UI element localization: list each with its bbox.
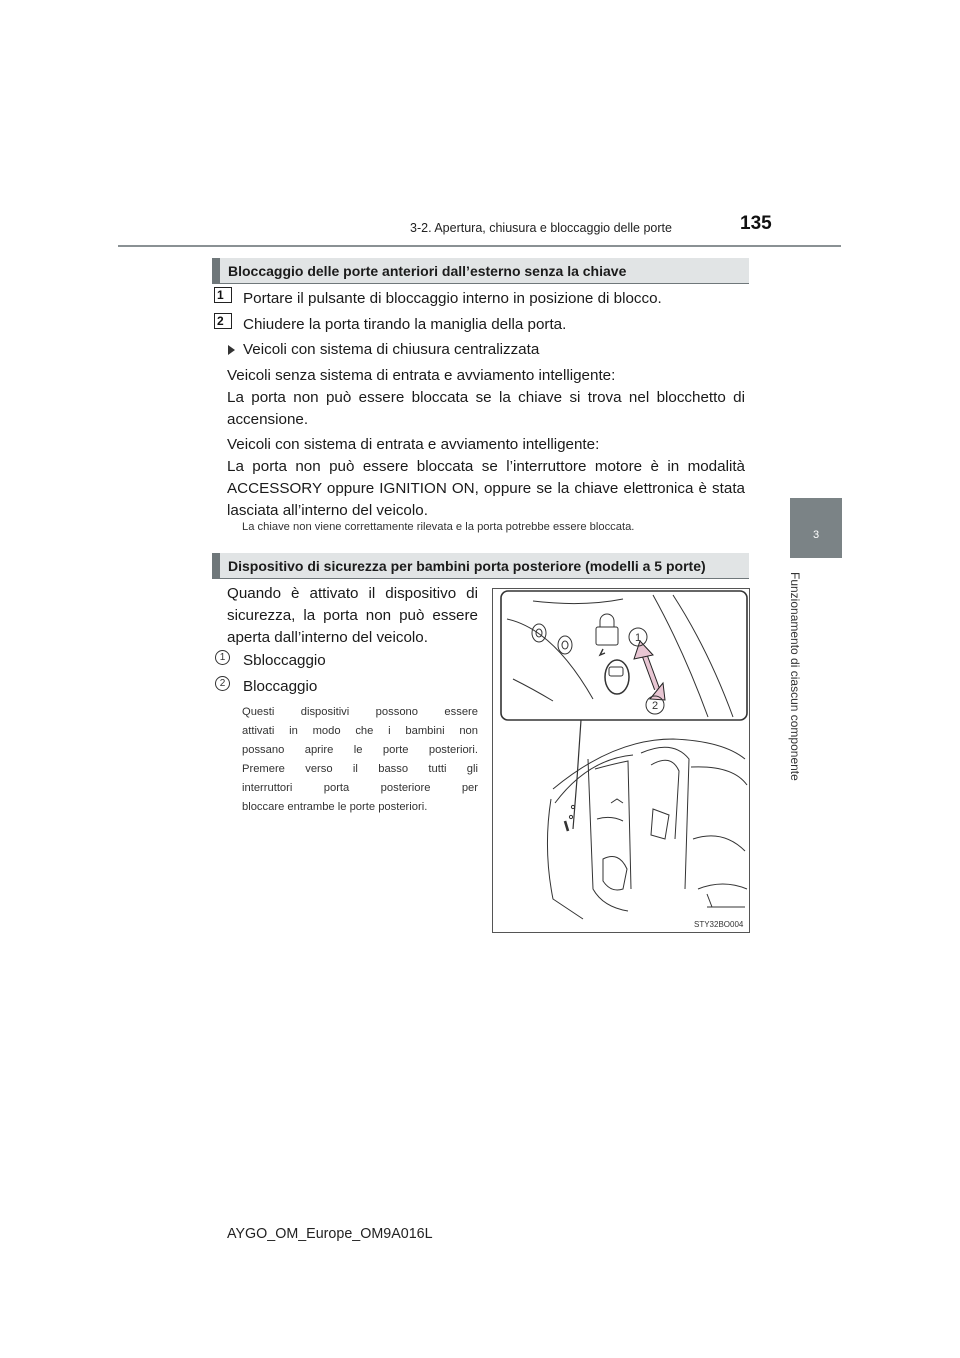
running-header-section: 3-2. Apertura, chiusura e bloccaggio delle porte (410, 221, 672, 235)
item-number-circle: 1 (215, 650, 230, 665)
step-text: Portare il pulsante di bloccaggio interno in posizione di blocco. (243, 290, 662, 307)
paragraph-line: La porta non può essere bloccata se l’interruttore motore è in modalità (227, 458, 745, 475)
paragraph-line: sicurezza, la porta non può essere (227, 607, 478, 624)
callout-1: 1 (634, 632, 642, 644)
bullet-triangle-icon (228, 345, 235, 355)
item-number-circle: 2 (215, 676, 230, 691)
section-rule (212, 283, 749, 284)
document-id: AYGO_OM_Europe_OM9A016L (227, 1226, 433, 1242)
item-text: Sbloccaggio (243, 652, 326, 669)
section-rule (212, 578, 749, 579)
note-line: attivati in modo che i bambini non (242, 725, 478, 737)
header-rule (118, 245, 841, 247)
paragraph-line: La porta non può essere bloccata se la chiave si trova nel blocchetto di (227, 389, 745, 406)
note-line: possano aprire le porte posteriori. (242, 744, 478, 756)
note-line: interruttori porta posteriore per (242, 782, 478, 794)
paragraph-line: aperta dall’interno del veicolo. (227, 629, 428, 646)
section-heading: Bloccaggio delle porte anteriori dall’esterno senza la chiave (212, 258, 749, 284)
chapter-title-vertical (782, 572, 808, 792)
chapter-tab (790, 498, 842, 558)
section-heading: Dispositivo di sicurezza per bambini porta posteriore (modelli a 5 porte) (212, 553, 749, 579)
page-number: 135 (740, 213, 772, 234)
note-line: bloccare entrambe le porte posteriori. (242, 801, 428, 813)
note-text: La chiave non viene correttamente rilevata e la porta potrebbe essere bloccata. (242, 521, 635, 533)
paragraph-line: Quando è attivato il dispositivo di (227, 585, 478, 602)
illustration-code: STY32BO004 (694, 920, 744, 929)
callout-2: 2 (651, 700, 659, 712)
chapter-number: 3 (812, 529, 820, 541)
paragraph-line: lasciata all’interno del veicolo. (227, 502, 428, 519)
step-number-badge: 2 (214, 313, 232, 329)
child-lock-illustration (492, 588, 750, 933)
note-line: Questi dispositivi possono essere (242, 706, 478, 718)
paragraph-label: Veicoli con sistema di entrata e avviamento intelligente: (227, 436, 600, 453)
inset-frame (501, 591, 747, 720)
item-text: Bloccaggio (243, 678, 318, 695)
note-line: Premere verso il basso tutti gli (242, 763, 478, 775)
paragraph-line: accensione. (227, 411, 309, 428)
chapter-title: Funzionamento di ciascun componente (788, 572, 802, 781)
step-text: Chiudere la porta tirando la maniglia della porta. (243, 316, 567, 333)
car-door-drawing (493, 589, 749, 932)
bullet-heading: Veicoli con sistema di chiusura centralizzata (243, 341, 540, 358)
paragraph-label: Veicoli senza sistema di entrata e avviamento intelligente: (227, 367, 616, 384)
step-number-badge: 1 (214, 287, 232, 303)
paragraph-line: ACCESSORY oppure IGNITION ON, oppure se la chiave elettronica è stata (227, 480, 745, 497)
